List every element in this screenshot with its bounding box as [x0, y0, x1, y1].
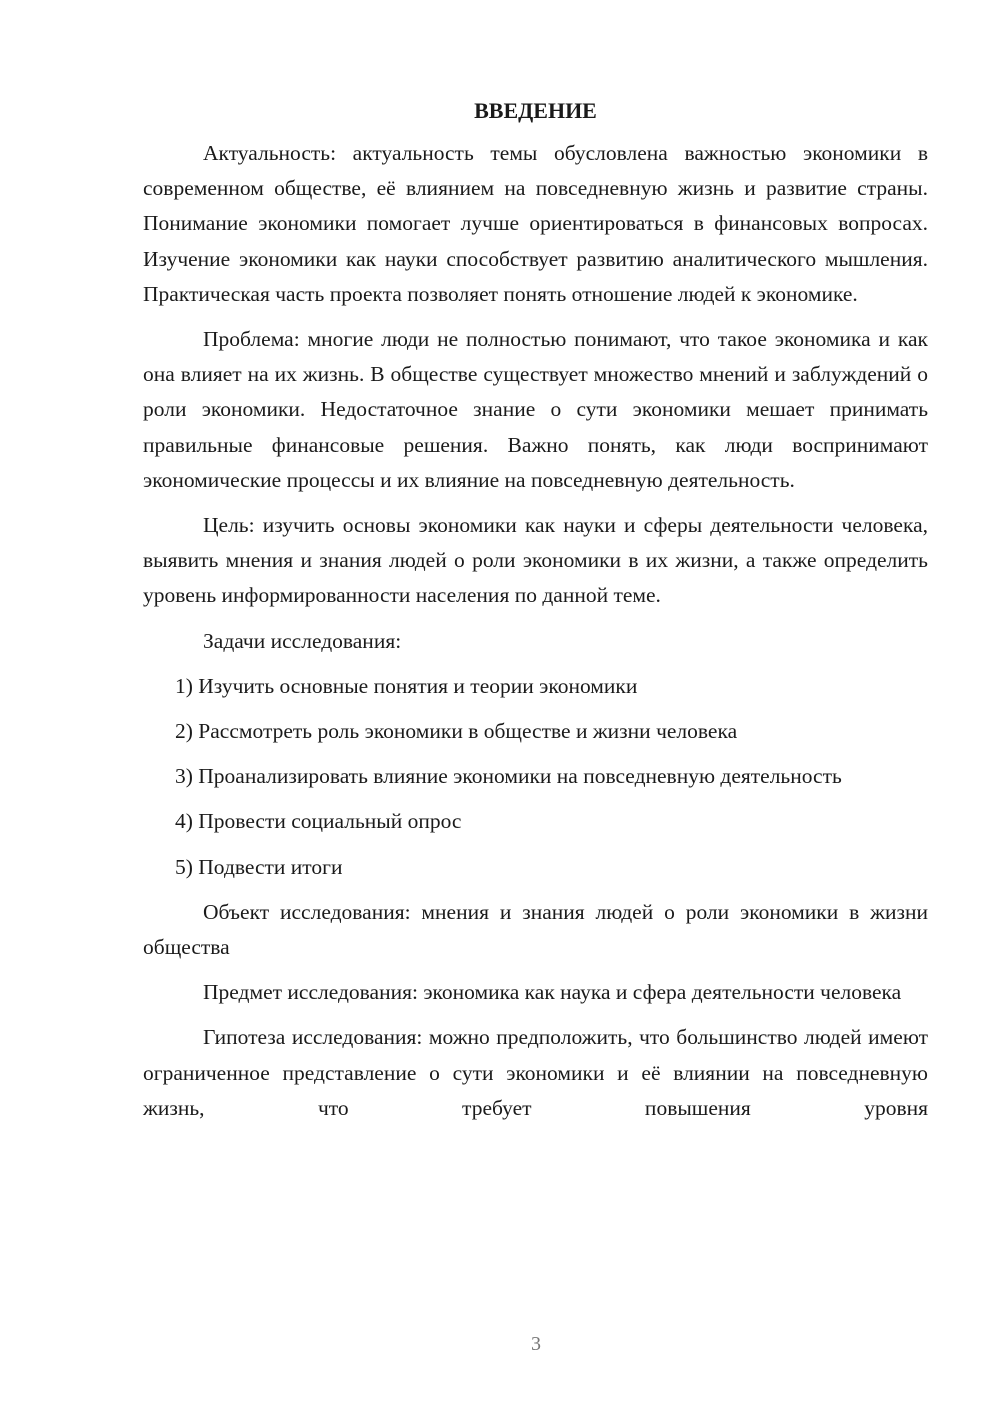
- tasks-heading: Задачи исследования:: [203, 628, 402, 653]
- list-item: 2) Рассмотреть роль экономики в обществе и жизни человека: [175, 719, 738, 744]
- page-title: ВВЕДЕНИЕ: [474, 98, 597, 123]
- paragraph-object: Объект исследования: мнения и знания людей о роли экономики в жизни общества: [143, 899, 928, 960]
- list-item: 1) Изучить основные понятия и теории экономики: [175, 673, 638, 698]
- paragraph-relevance: Актуальность: актуальность темы обусловлена важностью экономики в современном обществе, её влиянием на повседневную жизнь и развитие страны. Понимание экономики помогает лучше ориентироваться в финансовых вопросах. Изучение экономики как науки способствует развитию аналитического мышления. Практическая часть проекта позволяет понять отношение людей к экономике.: [143, 141, 928, 306]
- paragraph-problem: Проблема: многие люди не полностью понимают, что такое экономика и как она влияет на их жизнь. В обществе существует множество мнений и заблуждений о роли экономики. Недостаточное знание о сути экономики мешает принимать правильные финансовые решения. Важно понять, как люди воспринимают экономические процессы и их влияние на повседневную деятельность.: [143, 327, 928, 492]
- list-item: 4) Провести социальный опрос: [175, 809, 462, 834]
- paragraph-goal: Цель: изучить основы экономики как науки и сферы деятельности человека, выявить мнения и знания людей о роли экономики в их жизни, а также определить уровень информированности населения по данной теме.: [143, 513, 928, 608]
- paragraph-subject: Предмет исследования: экономика как наука и сфера деятельности человека: [203, 980, 902, 1005]
- paragraph-hypothesis: Гипотеза исследования: можно предположить, что большинство людей имеют ограниченное представление о сути экономики и её влиянии на повседневную жизнь, что требует повышения уровня: [143, 1025, 928, 1120]
- list-item: 3) Проанализировать влияние экономики на повседневную деятельность: [175, 764, 842, 789]
- page-number: 3: [531, 1333, 541, 1355]
- document-page: [143, 96, 928, 1136]
- list-item: 5) Подвести итоги: [175, 854, 343, 879]
